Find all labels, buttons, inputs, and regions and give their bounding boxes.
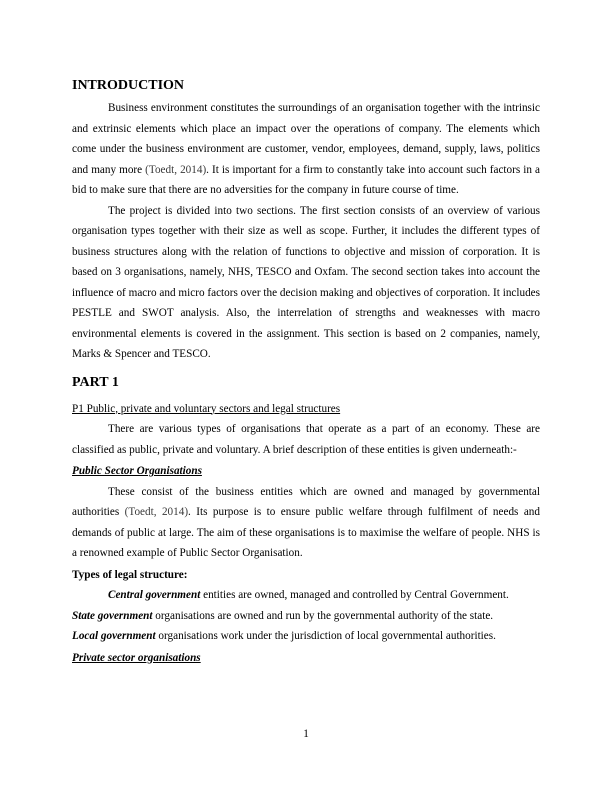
public-sector-paragraph [72, 482, 540, 564]
introduction-heading: INTRODUCTION [72, 78, 185, 93]
p1-subsection-title: P1 Public, private and voluntary sectors and legal structures [72, 402, 341, 415]
local-government-text: organisations work under the jurisdiction of local governmental authorities. [155, 630, 496, 642]
public-sector-heading: Public Sector Organisations [72, 465, 202, 477]
intro-paragraph-2: The project is divided into two sections. The first section consists of an overview of various organisation types together with their size as well as scope. Further, it includes the different types of business structures along with the relation of functions to objective and mission of corporation. It is based on 3 organisations, namely, NHS, TESCO and Oxfam. The second section takes into account the influence of macro and micro factors over the decision making and objectives of corporation. It includes PESTLE and SWOT analysis. Also, the interrelation of strengths and weaknesses with macro environmental elements is covered in the assignment. This section is based on 2 companies, namely, Marks & Spencer and TESCO. [72, 204, 540, 360]
central-government-line [72, 585, 540, 606]
public-citation: (Toedt, 2014) [124, 506, 189, 518]
state-government-line [72, 606, 540, 627]
local-government-line [72, 626, 540, 647]
local-government-term: Local government [72, 630, 156, 642]
public-text-a: These consist of the business entities which are owned and managed by governmental authorities [72, 485, 540, 518]
state-government-term: State government [72, 609, 153, 622]
private-sector-heading: Private sector organisations [72, 651, 201, 664]
central-government-text: entities are owned, managed and controlled by Central Government. [200, 589, 509, 601]
intro-p1-text-a: Business environment constitutes the surroundings of an organisation together with the intrinsic and extrinsic elements which place an impact over the operations of company. The elements which come under the business environment are customer, vendor, employees, demand, supply, laws, politics and many more [72, 102, 540, 176]
state-government-text: organisations are owned and run by the governmental authority of the state. [152, 609, 494, 622]
intro-p1-text-b: . It is important for a firm to constantly take into account such factors in a bid to make sure that there are no adversities for the company in future course of time. [72, 163, 540, 196]
page-content [72, 76, 540, 668]
page-number: 1 [303, 728, 309, 740]
intro-p1-citation: (Toedt, 2014) [145, 163, 207, 176]
part-1-heading: PART 1 [72, 374, 119, 390]
central-government-term: Central government [108, 589, 201, 601]
intro-paragraph-1 [72, 98, 540, 201]
p1-intro-paragraph: There are various types of organisations that operate as a part of an economy. These are classified as public, private and voluntary. A brief description of these entities is given underneath:- [72, 423, 540, 456]
public-text-b: . Its purpose is to ensure public welfare through fulfilment of needs and demands of public at large. The aim of these organisations is to maximise the welfare of people. NHS is a renowned example of Public Sector Organisation. [72, 506, 540, 559]
legal-structure-heading: Types of legal structure: [72, 568, 188, 581]
